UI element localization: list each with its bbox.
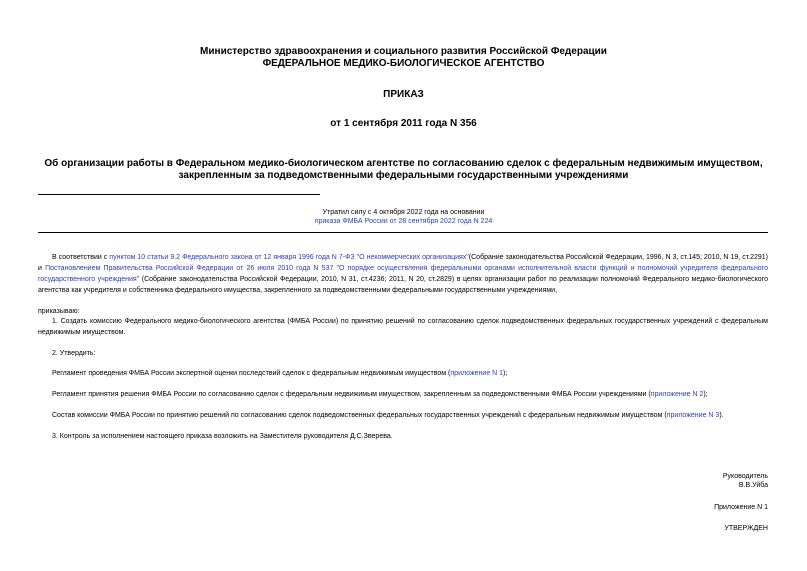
intro-text-3: (Собрание законодательства Российской Федерации, 2010, N 31, ст.4236; 2011, N 20, ст.2829) в целях организации работ по реализации полномочий Федерального медико-биологического агентства как учредителя и собственника федерального имущества, закрепленного за подведомственными федеральными государственными учреждениями,	[38, 276, 768, 294]
regulation-2-text: Регламент принятия решения ФМБА России по согласованию сделок с федеральным недвижимым имуществом, закрепленным за подведомственными ФМБА России учреждениями (	[52, 391, 651, 398]
commission-end: ).	[719, 412, 724, 419]
signature-name: В.В.Уйба	[738, 482, 768, 489]
appendix-1-link[interactable]: приложение N 1	[450, 370, 504, 377]
regulation-1	[38, 368, 768, 379]
prikazyvayu-text: приказываю:	[38, 308, 80, 315]
signature-title: Руководитель	[722, 473, 768, 480]
divider-top	[38, 194, 320, 195]
appendix-2-link[interactable]: приложение N 2	[650, 391, 704, 398]
document-type: ПРИКАЗ	[383, 89, 424, 100]
agency-title: ФЕДЕРАЛЬНОЕ МЕДИКО-БИОЛОГИЧЕСКОЕ АГЕНТСТВО	[262, 58, 545, 69]
intro-paragraph	[38, 252, 768, 296]
commission-composition	[38, 410, 768, 421]
appendix-3-link[interactable]: приложение N 3	[666, 412, 720, 419]
document-date-number: от 1 сентября 2011 года N 356	[330, 118, 477, 129]
regulation-2-end: );	[703, 391, 708, 398]
intro-text-1: В соответствии с	[52, 254, 110, 261]
item-3: 3. Контроль за исполнением настоящего приказа возложить на Заместителя руководителя Д.С.Зверева.	[52, 433, 393, 440]
ministry-title: Министерство здравоохранения и социального развития Российской Федерации	[200, 46, 607, 57]
status-link[interactable]: приказа ФМБА России от 28 сентября 2022 года N 224	[314, 218, 493, 225]
intro-text-2: (Собрание законодательства Российской Федерации, 1996, N 3, ст.145; 2010, N 19, ст.2291) и	[38, 254, 769, 272]
regulation-1-text: Регламент проведения ФМБА России экспертной оценки последствий сделок с федеральным недвижимым имуществом (	[52, 370, 451, 377]
commission-text: Состав комиссии ФМБА России по принятию решений по согласованию сделок подведомственных федеральных государственных учреждений с федеральным недвижимым имуществом (	[52, 412, 667, 419]
decree-link[interactable]: Постановлением Правительства Российской Федерации от 26 июля 2010 года N 537 "О порядке осуществления федеральными органами исполнительной власти функций и полномочий учредителя федерального государственного учреждения"	[38, 265, 768, 283]
status-note: Утратил силу с 4 октября 2022 года на основании	[322, 209, 485, 216]
appendix-label: Приложение N 1	[714, 504, 768, 511]
regulation-1-end: );	[503, 370, 508, 377]
approved-label: УТВЕРЖДЕН	[724, 525, 768, 532]
law-link[interactable]: пунктом 10 статьи 9.2 Федерального закона от 12 января 1996 года N 7-ФЗ "О некоммерческих организациях"	[109, 254, 469, 261]
item-1: 1. Создать комиссию Федерального медико-биологического агентства (ФМБА России) по принятию решений по согласованию сделок подведомственных федеральных государственных учреждений с федеральным недвижимым имуществом.	[38, 318, 768, 336]
item-2: 2. Утвердить:	[52, 350, 96, 357]
divider-bottom	[38, 232, 768, 233]
document-subject: Об организации работы в Федеральном медико-биологическом агентстве по согласованию сделок с федеральным недвижимым имуществом, закрепленным за подведомственными федеральными государственными учреждениями	[44, 158, 763, 181]
regulation-2	[38, 389, 768, 400]
